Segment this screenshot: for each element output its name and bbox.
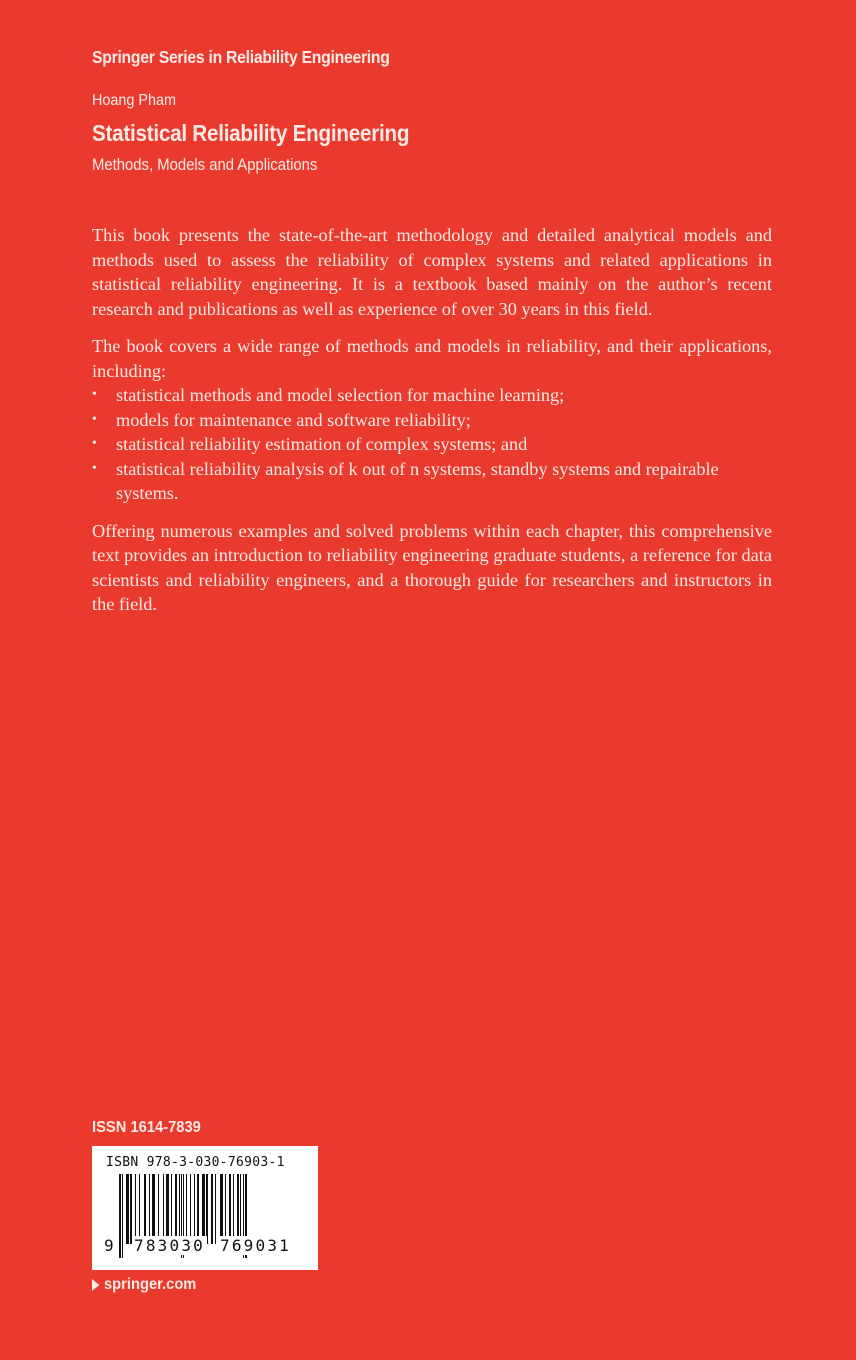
bullet-icon: • bbox=[92, 411, 97, 427]
blurb bbox=[92, 223, 772, 630]
blurb-paragraph-1: This book presents the state-of-the-art methodology and detailed analytical models and methods used to assess the reliability of complex systems and related applications in statistical reliability engineering. It is a textbook based mainly on the author’s recent research and publications as well as experience of over 30 years in this field. bbox=[92, 225, 772, 319]
blurb-paragraph-3: Offering numerous examples and solved problems within each chapter, this comprehensive text provides an introduction to reliability engineering graduate students, a reference for data scientists and reliability engineers, and a thorough guide for researchers and instructors in the field. bbox=[92, 520, 772, 614]
topics-list bbox=[92, 383, 772, 506]
isbn-barcode bbox=[92, 1146, 318, 1270]
bullet-icon: • bbox=[92, 436, 97, 451]
list-item: • models for maintenance and software reliability; bbox=[92, 408, 772, 433]
book-subtitle: Methods, Models and Applications bbox=[92, 156, 318, 174]
series-name: Springer Series in Reliability Engineering bbox=[92, 47, 390, 67]
triangle-arrow-icon bbox=[92, 1279, 99, 1291]
barcode-digits: 9 783030 769031 bbox=[104, 1236, 291, 1255]
book-title: Statistical Reliability Engineering bbox=[92, 120, 410, 146]
bullet-icon: • bbox=[92, 387, 97, 402]
list-item: • statistical reliability analysis of k out of n systems, standby systems and repairable systems. bbox=[92, 458, 719, 503]
list-item: • statistical methods and model selection for machine learning; bbox=[92, 383, 772, 408]
author-name: Hoang Pham bbox=[92, 92, 177, 109]
issn: ISSN 1614-7839 bbox=[92, 1119, 201, 1136]
list-item: • statistical reliability estimation of complex systems; and bbox=[92, 432, 772, 457]
website-label: springer.com bbox=[103, 1276, 197, 1293]
isbn-label: ISBN 978-3-030-76903-1 bbox=[106, 1155, 285, 1170]
bullet-icon: • bbox=[92, 460, 97, 476]
publisher-website-link[interactable] bbox=[92, 1276, 196, 1294]
blurb-paragraph-2: The book covers a wide range of methods and models in reliability, and their applications, including: bbox=[92, 336, 772, 381]
